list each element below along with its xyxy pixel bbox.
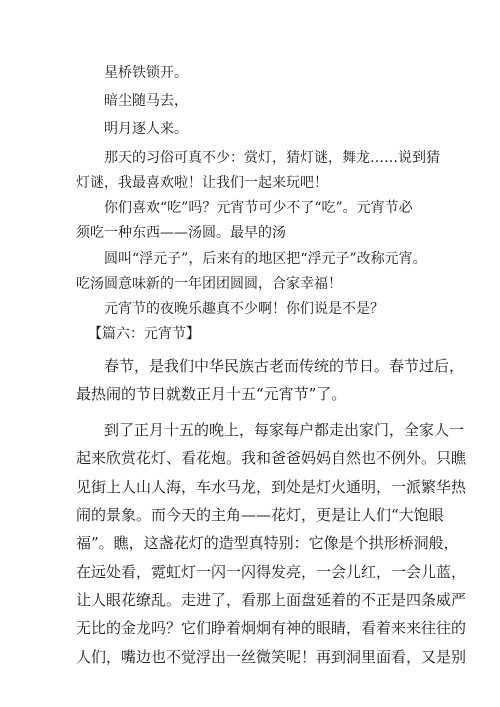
poem-line-3: 明月逐人来。 [104,121,188,137]
paragraph-line: 见街上人山人海，车水马龙，到处是灯火通明，一派繁华热 [76,478,467,496]
poem-line-2: 暗尘随马去， [104,93,188,109]
section-heading: 【篇六：元宵节】 [88,326,200,342]
paragraph-line: 最热闹的节日就数正月十五“元宵节”了。 [76,385,347,403]
paragraph-line: 元宵节的夜晚乐趣真不少啊！你们说是不是？ [104,301,384,317]
paragraph-line: 吃汤圆意味新的一年团团圆圆，合家幸福！ [76,276,342,292]
paragraph-line: 那天的习俗可真不少：赏灯，猜灯谜，舞龙……说到猜 [104,150,440,166]
paragraph-line: 春节，是我们中华民族古老而传统的节日。春节过后， [104,357,465,375]
paragraph-line: 人们，嘴边也不觉浮出一丝微笑呢！再到洞里面看，又是别 [76,648,467,666]
paragraph-line: 无比的金龙吗？它们睁着炯炯有神的眼睛，看着来来往往的 [76,619,467,637]
paragraph-line: 让人眼花缭乱。走进了，看那上面盘延着的不正是四条威严 [76,591,467,609]
paragraph-line: 福”。瞧，这盏花灯的造型真特别：它像是个拱形桥洞般， [76,534,459,552]
paragraph-line: 到了正月十五的晚上，每家每户都走出家门，全家人一 [104,421,465,439]
poem-line-1: 星桥铁锁开。 [104,65,188,81]
paragraph-line: 闹的景象。而今天的主角——花灯，更是让人们“大饱眼 [76,506,444,524]
paragraph-line: 灯谜，我最喜欢啦！让我们一起来玩吧！ [76,175,328,191]
paragraph-line: 你们喜欢“吃”吗？元宵节可少不了“吃”。元宵节必 [104,200,413,216]
paragraph-line: 起来欣赏花灯、看花炮。我和爸爸妈妈自然也不例外。只瞧 [76,449,467,467]
paragraph-line: 圆叫“浮元子”，后来有的地区把“浮元子”改称元宵。 [104,251,427,267]
paragraph-line: 须吃一种东西——汤圆。最早的汤 [76,225,286,241]
paragraph-line: 在远处看，霓虹灯一闪一闪得发亮，一会儿红，一会儿蓝， [76,563,467,581]
